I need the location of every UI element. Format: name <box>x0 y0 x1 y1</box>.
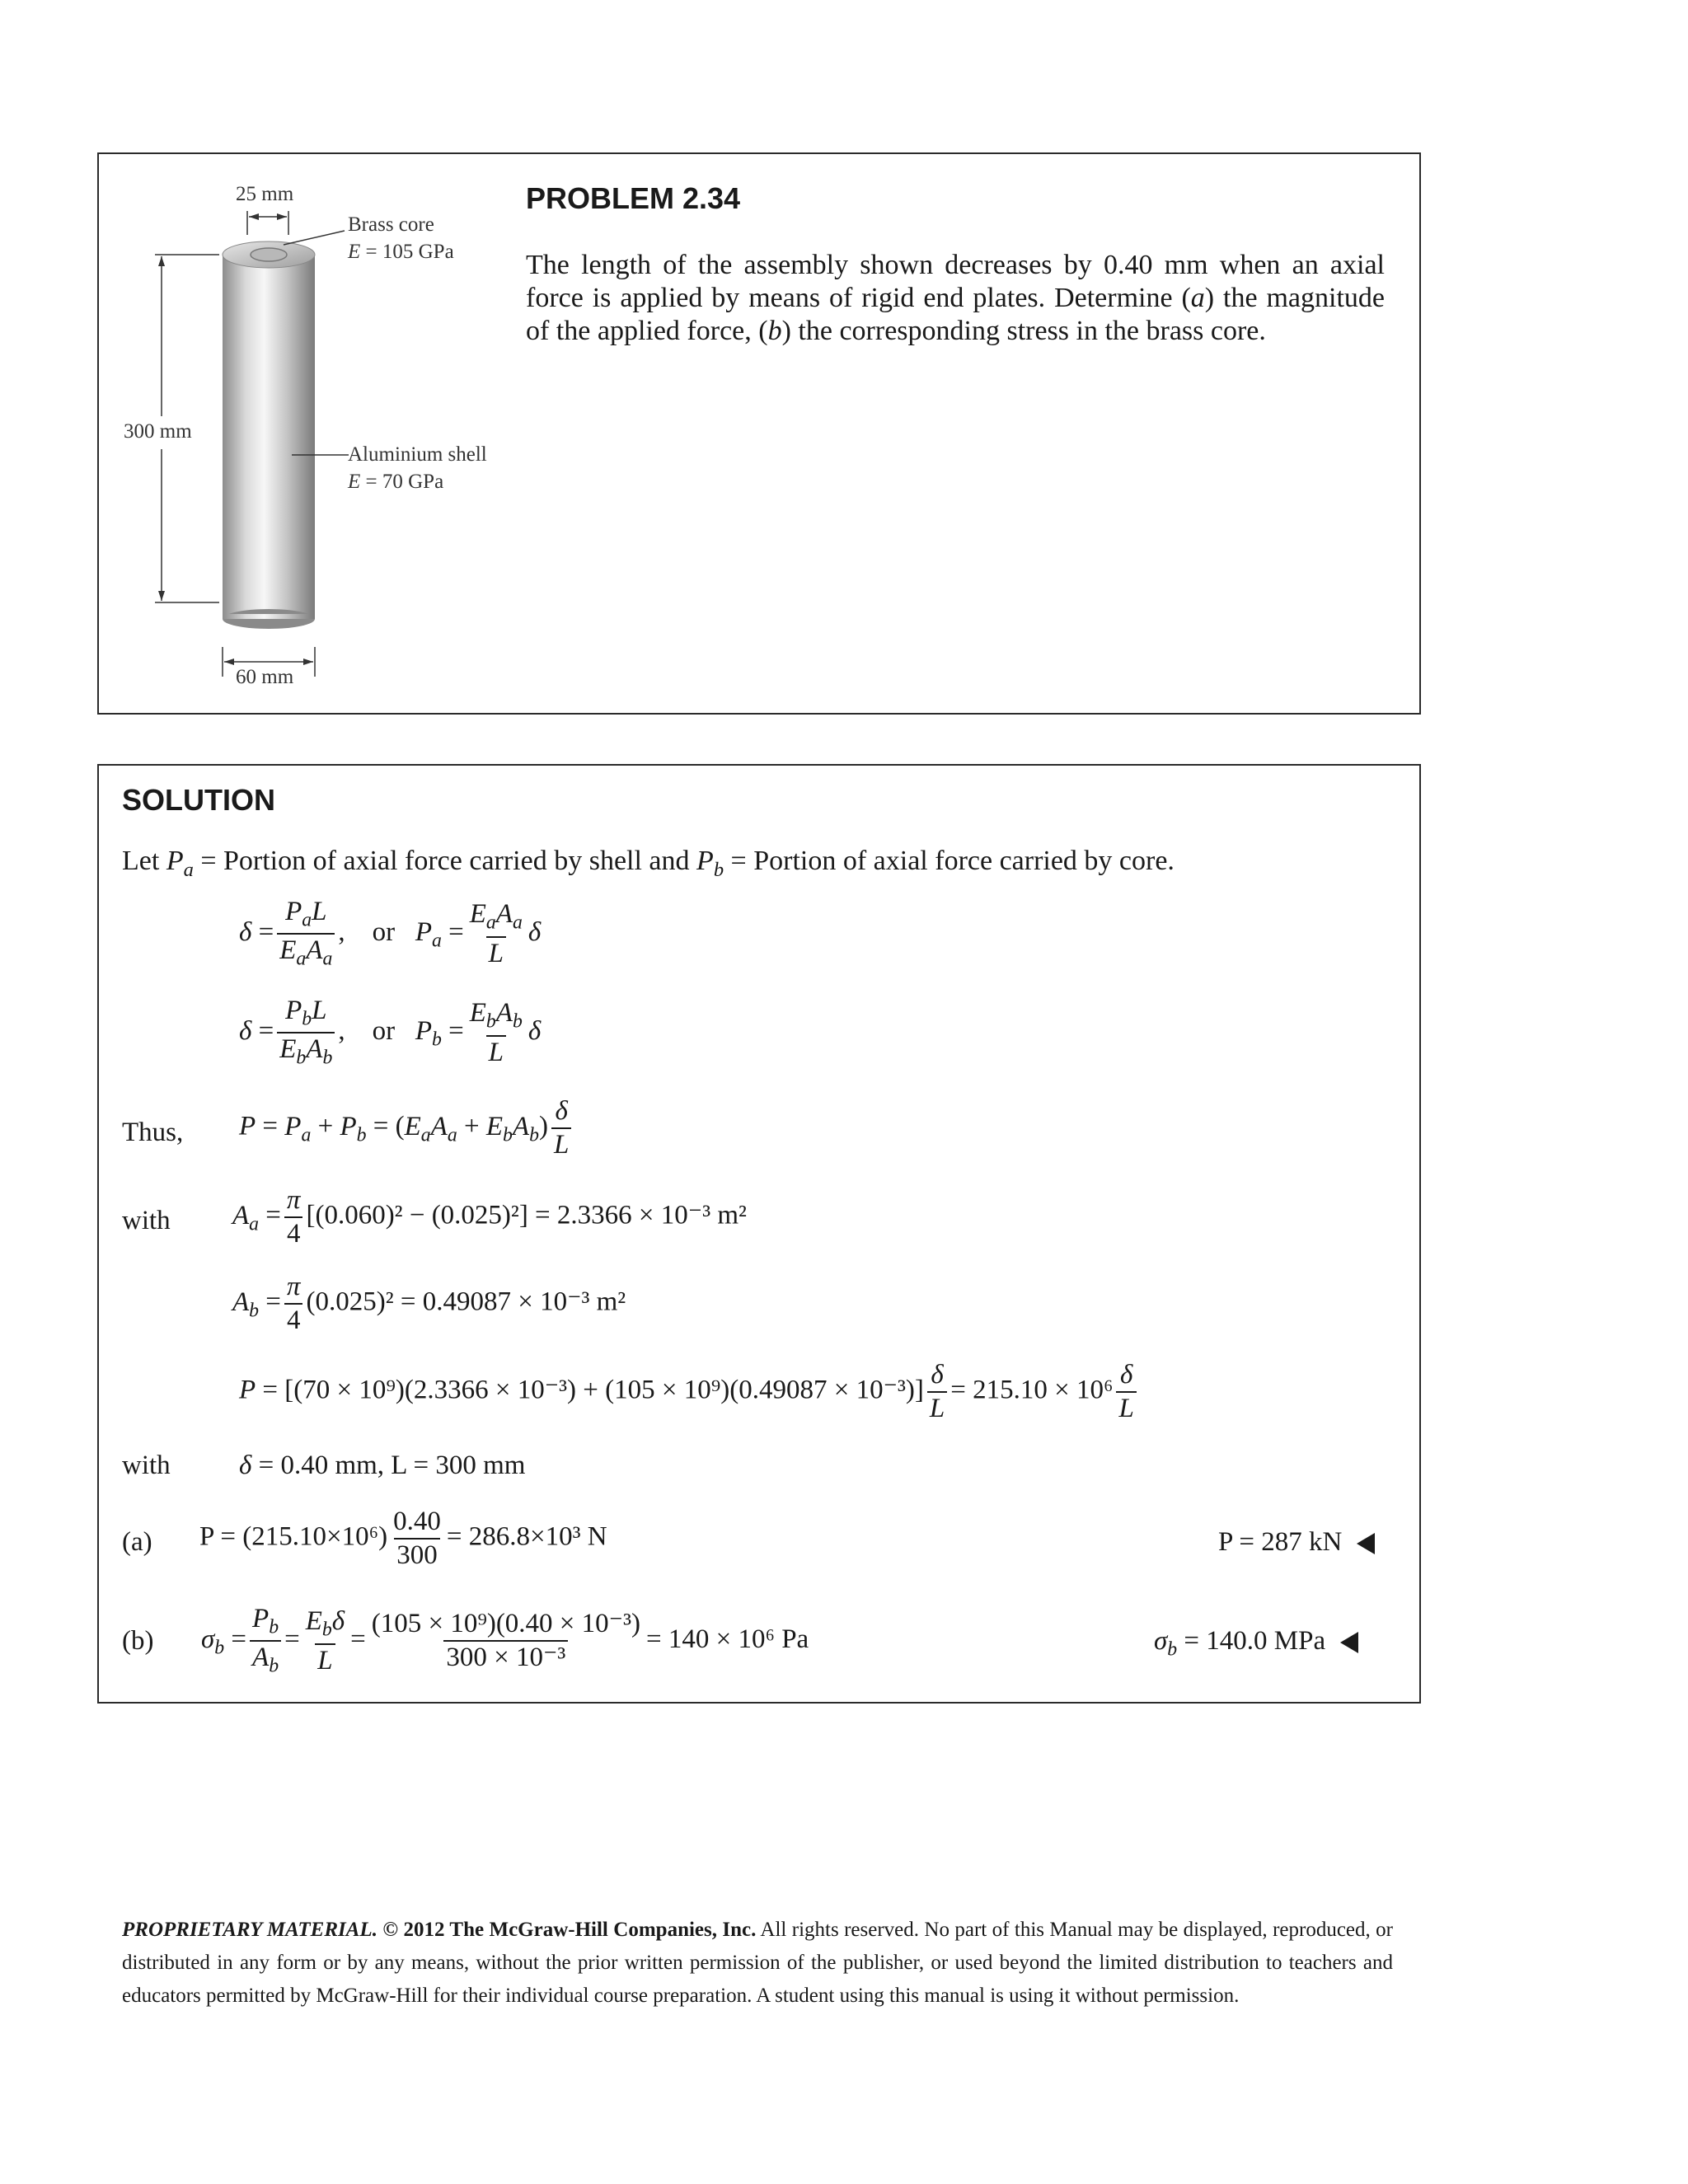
with-label-2: with <box>122 1451 171 1480</box>
eq-part-a: P = (215.10×10⁶) $\frac{0.40}{300}$ = 286.8×10³ N <box>199 1507 607 1570</box>
solution-intro: Let $P_a$ = Portion of axial force carried by shell and $P_b$ = Portion of axial force carried by core. <box>122 846 1175 881</box>
eq-force-numeric: P = [(70 × 10⁹)(2.3366 × 10⁻³) + (105 × 10⁹)(0.49087 × 10⁻³)] $\frac{\delta}{L}$ = 215.10 × 10⁶ $\frac{\delta}{L}$ <box>239 1361 1140 1422</box>
eq-delta-shell: δ = $\frac{P_aL}{E_aA_a}$ , or $P_a$ = $\frac{E_aA_a}{L}$ δ <box>239 897 542 970</box>
answer-b: $\sigma_b = 140.0$ MPa <box>1154 1628 1358 1660</box>
eq-part-b: $\sigma_b$ = $\frac{P_b}{A_b}$ = $\frac{E_b\delta}{L}$ = $\frac{\text{(105 × 10⁹)(0.40 × 10⁻³)}}{\text{300 × 10⁻³}}$ = 140 × 10⁶ Pa <box>201 1604 809 1677</box>
answer-a: P = 287 kN <box>1218 1529 1375 1556</box>
solution-title: SOLUTION <box>122 783 275 817</box>
thus-label: Thus, <box>122 1118 184 1147</box>
with-label-1: with <box>122 1206 171 1235</box>
answer-a-marker <box>1357 1533 1375 1554</box>
brass-modulus-label: E = 105 GPa <box>348 241 454 263</box>
copyright-footer: PROPRIETARY MATERIAL. © 2012 The McGraw-Hill Companies, Inc. All rights reserved. No part of this Manual may be displayed, reproduced, or distributed in any form or by any means, without the prior written permission of the publisher, or used beyond the limited distribution to teachers and educators permitted by McGraw-Hill for their individual course preparation. A student using this manual is using it without permission. <box>122 1919 1394 2007</box>
outer-diameter-label: 60 mm <box>236 666 294 688</box>
answer-b-marker <box>1340 1632 1358 1653</box>
length-label: 300 mm <box>124 420 192 443</box>
problem-statement: The length of the assembly shown decreases by 0.40 mm when an axial force is applied by means of rigid end plates. Determine (a) the magnitude of the applied force, (b) the corresponding stress in the brass core. <box>526 250 1385 346</box>
core-diameter-label: 25 mm <box>236 183 294 205</box>
eq-given-values: δ = 0.40 mm, L = 300 mm <box>239 1451 526 1480</box>
aluminium-modulus-label: E = 70 GPa <box>348 471 444 493</box>
part-a-label: (a) <box>122 1527 152 1557</box>
aluminium-shell-label: Aluminium shell <box>348 443 487 466</box>
brass-core-top <box>251 248 287 261</box>
aluminium-shell <box>223 255 315 619</box>
eq-area-shell: $A_a$ = $\frac{\pi}{4}$ [(0.060)² − (0.025)²] = 2.3366 × 10⁻³ m² <box>232 1185 747 1249</box>
part-b-label: (b) <box>122 1626 154 1656</box>
eq-area-core: $A_b$ = $\frac{\pi}{4}$ (0.025)² = 0.49087 × 10⁻³ m² <box>232 1272 626 1335</box>
eq-total-force: $P = P_a + P_b = (E_aA_a + E_bA_b)$ $\frac{\delta}{L}$ <box>239 1098 574 1159</box>
problem-title: PROBLEM 2.34 <box>526 181 741 215</box>
brass-core-label: Brass core <box>348 213 434 236</box>
eq-delta-core: δ = $\frac{P_bL}{E_bA_b}$ , or $P_b$ = $\frac{E_bA_b}{L}$ δ <box>239 996 542 1069</box>
